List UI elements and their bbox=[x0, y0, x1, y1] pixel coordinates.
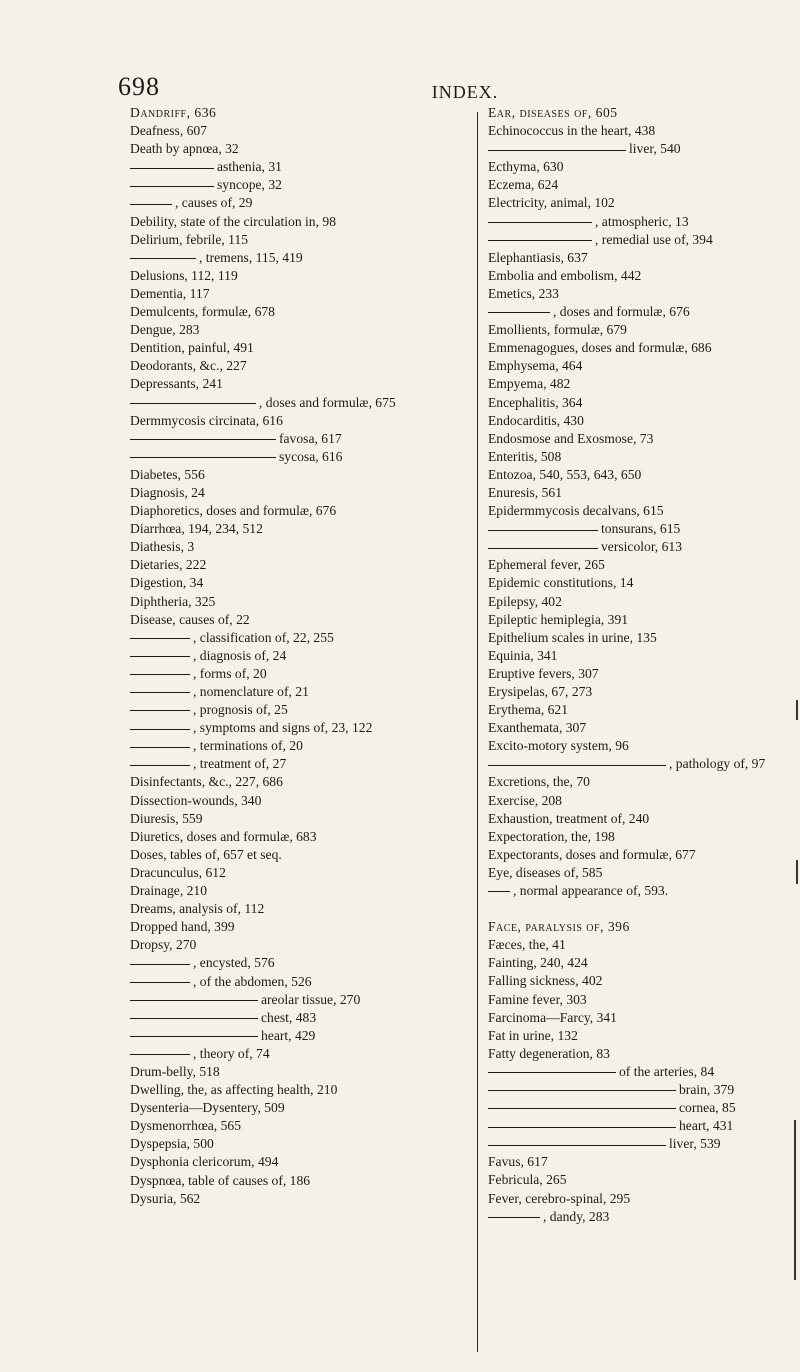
index-entry bbox=[488, 882, 800, 900]
index-entry-text: , tremens, 115, 419 bbox=[199, 249, 303, 265]
index-entry bbox=[488, 249, 800, 267]
index-entry bbox=[130, 611, 470, 629]
index-entry-text: Diarrhœa, 194, 234, 512 bbox=[130, 521, 263, 537]
index-entry bbox=[488, 810, 800, 828]
index-entry-text: Dropped hand, 399 bbox=[130, 919, 235, 935]
index-entry bbox=[130, 719, 470, 737]
index-entry bbox=[488, 665, 800, 683]
index-entry bbox=[130, 484, 470, 502]
ditto-rule bbox=[130, 765, 190, 766]
index-entry bbox=[488, 213, 800, 231]
index-entry-text: Diagnosis, 24 bbox=[130, 484, 205, 500]
index-entry bbox=[130, 339, 470, 357]
index-entry bbox=[130, 665, 470, 683]
index-entry-text: , doses and formulæ, 675 bbox=[259, 394, 396, 410]
index-entry bbox=[488, 339, 800, 357]
index-entry bbox=[488, 303, 800, 321]
index-entry-text: of the arteries, 84 bbox=[619, 1063, 715, 1079]
index-entry bbox=[130, 846, 470, 864]
index-entry bbox=[488, 466, 800, 484]
index-entry bbox=[130, 1153, 470, 1171]
index-entry bbox=[488, 357, 800, 375]
index-entry-text: Electricity, animal, 102 bbox=[488, 195, 615, 211]
index-entry-text: Dietaries, 222 bbox=[130, 557, 207, 573]
ditto-rule bbox=[488, 240, 592, 241]
index-entry bbox=[488, 1027, 800, 1045]
ditto-rule bbox=[488, 222, 592, 223]
index-entry bbox=[488, 176, 800, 194]
index-entry-text: cornea, 85 bbox=[679, 1100, 736, 1116]
index-entry-text: Dysphonia clericorum, 494 bbox=[130, 1154, 279, 1170]
index-entry-text: brain, 379 bbox=[679, 1081, 735, 1097]
index-entry-text: Debility, state of the circulation in, 98 bbox=[130, 213, 336, 229]
index-entry bbox=[130, 357, 470, 375]
index-entry bbox=[130, 593, 470, 611]
index-entry bbox=[130, 1027, 470, 1045]
ditto-rule bbox=[488, 891, 510, 892]
index-entry-text: Dropsy, 270 bbox=[130, 937, 197, 953]
index-entry-text: Demulcents, formulæ, 678 bbox=[130, 304, 275, 320]
index-entry bbox=[488, 194, 800, 212]
index-entry-text: Epilepsy, 402 bbox=[488, 593, 562, 609]
index-entry bbox=[488, 755, 800, 773]
index-entry-text: Echinococcus in the heart, 438 bbox=[488, 123, 656, 139]
index-entry bbox=[130, 792, 470, 810]
index-entry-text: Entozoa, 540, 553, 643, 650 bbox=[488, 466, 642, 482]
ditto-rule bbox=[130, 1054, 190, 1055]
index-entry bbox=[130, 991, 470, 1009]
index-entry bbox=[488, 538, 800, 556]
index-entry-text: Endosmose and Exosmose, 73 bbox=[488, 430, 654, 446]
index-entry-text: Ear, diseases of, 605 bbox=[488, 105, 618, 120]
index-entry bbox=[488, 285, 800, 303]
index-entry bbox=[488, 1045, 800, 1063]
index-entry-text: Fainting, 240, 424 bbox=[488, 955, 588, 971]
index-entry bbox=[130, 1117, 470, 1135]
index-entry bbox=[130, 267, 470, 285]
ditto-rule bbox=[130, 258, 196, 259]
index-entry-text: Epileptic hemiplegia, 391 bbox=[488, 611, 629, 627]
index-entry bbox=[130, 647, 470, 665]
index-entry bbox=[130, 375, 470, 393]
index-entry-text: Disease, causes of, 22 bbox=[130, 611, 250, 627]
index-entry-text: Favus, 617 bbox=[488, 1154, 548, 1170]
index-entry-text: , causes of, 29 bbox=[175, 195, 253, 211]
index-entry-text: Dysenteria—Dysentery, 509 bbox=[130, 1100, 285, 1116]
index-entry-text: Encephalitis, 364 bbox=[488, 394, 583, 410]
index-entry bbox=[488, 140, 800, 158]
index-entry-text: Deodorants, &c., 227 bbox=[130, 358, 247, 374]
index-entry bbox=[488, 1171, 800, 1189]
index-entry bbox=[488, 1081, 800, 1099]
index-entry bbox=[130, 810, 470, 828]
index-entry-text: Dysmenorrhœa, 565 bbox=[130, 1118, 241, 1134]
index-entry-text: Famine fever, 303 bbox=[488, 991, 587, 1007]
index-entry-text: Diabetes, 556 bbox=[130, 466, 205, 482]
index-entry-text: Eruptive fevers, 307 bbox=[488, 665, 599, 681]
index-entry bbox=[130, 213, 470, 231]
index-entry-text: Emmenagogues, doses and formulæ, 686 bbox=[488, 340, 712, 356]
index-entry-text: , treatment of, 27 bbox=[193, 756, 287, 772]
ditto-rule bbox=[488, 150, 626, 151]
index-entry-text: Expectoration, the, 198 bbox=[488, 828, 615, 844]
ditto-rule bbox=[130, 204, 172, 205]
index-entry bbox=[488, 954, 800, 972]
index-entry-text: Enuresis, 561 bbox=[488, 484, 563, 500]
index-entry-text: Ephemeral fever, 265 bbox=[488, 557, 605, 573]
index-entry bbox=[488, 1153, 800, 1171]
ditto-rule bbox=[488, 312, 550, 313]
ditto-rule bbox=[488, 765, 666, 766]
index-entry-text: Emollients, formulæ, 679 bbox=[488, 322, 627, 338]
index-entry bbox=[130, 1172, 470, 1190]
index-entry-text: Exhaustion, treatment of, 240 bbox=[488, 810, 650, 826]
index-entry-text: sycosa, 616 bbox=[279, 448, 343, 464]
index-entry bbox=[488, 122, 800, 140]
index-entry bbox=[488, 828, 800, 846]
page-edge-mark bbox=[794, 1120, 796, 1280]
index-entry-text: favosa, 617 bbox=[279, 430, 342, 446]
index-entry-text: , nomenclature of, 21 bbox=[193, 684, 309, 699]
index-entry bbox=[130, 882, 470, 900]
ditto-rule bbox=[130, 439, 276, 440]
index-entry bbox=[130, 520, 470, 538]
section-gap bbox=[488, 900, 800, 918]
index-entry bbox=[130, 1081, 470, 1099]
index-entry bbox=[130, 773, 470, 791]
index-entry bbox=[488, 574, 800, 592]
index-entry bbox=[130, 285, 470, 303]
index-entry bbox=[130, 864, 470, 882]
index-column-right bbox=[488, 104, 800, 1226]
running-head: INDEX. bbox=[431, 82, 499, 102]
index-entry-text: , doses and formulæ, 676 bbox=[553, 304, 690, 320]
ditto-rule bbox=[130, 1000, 258, 1001]
index-entry bbox=[488, 864, 800, 882]
index-entry bbox=[130, 1190, 470, 1208]
index-entry-text: Eye, diseases of, 585 bbox=[488, 864, 603, 880]
index-entry-text: Digestion, 34 bbox=[130, 575, 204, 591]
index-entry bbox=[130, 176, 470, 194]
index-entry bbox=[488, 158, 800, 176]
index-entry-text: , remedial use of, 394 bbox=[595, 231, 713, 247]
index-entry bbox=[488, 104, 800, 122]
index-entry bbox=[488, 629, 800, 647]
index-entry-text: Exanthemata, 307 bbox=[488, 720, 587, 736]
column-divider bbox=[477, 112, 478, 1352]
index-entry bbox=[488, 412, 800, 430]
index-entry-text: Diaphoretics, doses and formulæ, 676 bbox=[130, 503, 337, 519]
index-entry-text: Epidemic constitutions, 14 bbox=[488, 575, 634, 591]
index-entry-text: Dyspnœa, table of causes of, 186 bbox=[130, 1172, 311, 1188]
index-entry bbox=[130, 194, 470, 212]
ditto-rule bbox=[130, 638, 190, 639]
index-entry-text: Disinfectants, &c., 227, 686 bbox=[130, 774, 283, 790]
index-entry-text: Ecthyma, 630 bbox=[488, 159, 564, 175]
index-entry-text: versicolor, 613 bbox=[601, 539, 682, 555]
index-entry bbox=[130, 122, 470, 140]
index-entry-text: , diagnosis of, 24 bbox=[193, 647, 287, 663]
index-entry-text: Emetics, 233 bbox=[488, 285, 559, 301]
page-number: 698 bbox=[118, 72, 160, 101]
index-entry-text: , symptoms and signs of, 23, 122 bbox=[193, 720, 373, 736]
index-entry-text: Epithelium scales in urine, 135 bbox=[488, 629, 657, 645]
index-entry-text: heart, 429 bbox=[261, 1027, 316, 1043]
index-entry bbox=[130, 448, 470, 466]
index-entry-text: Exercise, 208 bbox=[488, 792, 562, 808]
index-entry-text: Dementia, 117 bbox=[130, 285, 210, 301]
index-entry-text: Enteritis, 508 bbox=[488, 448, 562, 464]
index-entry bbox=[130, 502, 470, 520]
index-entry bbox=[488, 647, 800, 665]
index-entry bbox=[488, 394, 800, 412]
index-entry bbox=[488, 593, 800, 611]
index-entry-text: heart, 431 bbox=[679, 1118, 734, 1134]
index-entry bbox=[130, 1009, 470, 1027]
index-entry-text: Dysuria, 562 bbox=[130, 1190, 201, 1206]
index-entry bbox=[130, 231, 470, 249]
index-entry-text: , atmospheric, 13 bbox=[595, 213, 689, 229]
index-entry bbox=[488, 611, 800, 629]
index-entry-text: Excito-motory system, 96 bbox=[488, 738, 629, 754]
ditto-rule bbox=[488, 1090, 676, 1091]
ditto-rule bbox=[488, 1217, 540, 1218]
index-entry bbox=[488, 936, 800, 954]
index-entry-text: syncope, 32 bbox=[217, 177, 282, 193]
index-entry-text: Drum-belly, 518 bbox=[130, 1063, 220, 1079]
index-entry bbox=[130, 249, 470, 267]
index-entry bbox=[488, 556, 800, 574]
index-entry bbox=[130, 629, 470, 647]
index-entry-text: Dengue, 283 bbox=[130, 322, 200, 338]
index-entry-text: , theory of, 74 bbox=[193, 1045, 270, 1061]
index-entry bbox=[130, 1063, 470, 1081]
index-entry-text: Deafness, 607 bbox=[130, 123, 208, 139]
index-entry-text: Epidermmycosis decalvans, 615 bbox=[488, 503, 664, 519]
index-entry-text: Dandriff, 636 bbox=[130, 105, 217, 120]
index-entry bbox=[130, 574, 470, 592]
index-entry bbox=[488, 719, 800, 737]
index-entry bbox=[130, 683, 470, 701]
ditto-rule bbox=[130, 729, 190, 730]
index-entry-text: Equinia, 341 bbox=[488, 647, 558, 663]
index-entry bbox=[488, 683, 800, 701]
index-entry bbox=[488, 737, 800, 755]
ditto-rule bbox=[130, 656, 190, 657]
index-entry-text: Erythema, 621 bbox=[488, 702, 569, 718]
index-entry bbox=[130, 556, 470, 574]
index-entry-text: chest, 483 bbox=[261, 1009, 317, 1025]
index-entry bbox=[488, 1135, 800, 1153]
index-entry-text: tonsurans, 615 bbox=[601, 521, 681, 537]
index-entry-text: Depressants, 241 bbox=[130, 376, 223, 392]
index-entry-text: Dracunculus, 612 bbox=[130, 864, 226, 880]
index-entry-text: , pathology of, 97 bbox=[669, 756, 766, 772]
index-entry bbox=[130, 1099, 470, 1117]
index-entry bbox=[488, 972, 800, 990]
index-entry-text: , normal appearance of, 593. bbox=[513, 883, 669, 899]
ditto-rule bbox=[130, 186, 214, 187]
ditto-rule bbox=[130, 168, 214, 169]
index-entry bbox=[130, 104, 470, 122]
index-entry-text: Fatty degeneration, 83 bbox=[488, 1045, 610, 1061]
index-entry-text: Diuresis, 559 bbox=[130, 810, 203, 826]
index-entry-text: Eczema, 624 bbox=[488, 177, 559, 193]
ditto-rule bbox=[130, 982, 190, 983]
index-entry-text: , dandy, 283 bbox=[543, 1208, 610, 1224]
index-entry-text: Face, paralysis of, 396 bbox=[488, 919, 630, 935]
page-edge-mark bbox=[796, 700, 798, 720]
index-entry-text: liver, 539 bbox=[669, 1136, 721, 1152]
index-entry-text: Expectorants, doses and formulæ, 677 bbox=[488, 846, 696, 862]
ditto-rule bbox=[488, 1108, 676, 1109]
index-entry-text: Doses, tables of, 657 et seq. bbox=[130, 846, 282, 862]
index-entry bbox=[130, 466, 470, 484]
ditto-rule bbox=[130, 964, 190, 965]
index-entry-text: Delirium, febrile, 115 bbox=[130, 231, 249, 247]
index-entry bbox=[488, 1190, 800, 1208]
index-entry-text: Dreams, analysis of, 112 bbox=[130, 901, 265, 917]
index-column-left bbox=[130, 104, 470, 1208]
index-entry bbox=[488, 430, 800, 448]
index-entry-text: , prognosis of, 25 bbox=[193, 702, 288, 718]
index-entry-text: , encysted, 576 bbox=[193, 955, 275, 971]
index-entry bbox=[488, 991, 800, 1009]
index-entry-text: Dissection-wounds, 340 bbox=[130, 792, 262, 808]
index-entry-text: Empyema, 482 bbox=[488, 376, 571, 392]
index-entry bbox=[488, 267, 800, 285]
ditto-rule bbox=[130, 1018, 258, 1019]
index-entry-text: Diphtheria, 325 bbox=[130, 593, 216, 609]
index-entry-text: Dermmycosis circinata, 616 bbox=[130, 412, 283, 428]
index-entry bbox=[130, 973, 470, 991]
ditto-rule bbox=[130, 1036, 258, 1037]
index-entry bbox=[130, 321, 470, 339]
ditto-rule bbox=[488, 1072, 616, 1073]
index-entry bbox=[488, 773, 800, 791]
ditto-rule bbox=[130, 710, 190, 711]
index-entry bbox=[488, 792, 800, 810]
index-entry bbox=[488, 846, 800, 864]
index-entry bbox=[488, 1099, 800, 1117]
index-entry-text: Elephantiasis, 637 bbox=[488, 249, 588, 265]
ditto-rule bbox=[488, 1127, 676, 1128]
index-entry bbox=[488, 1208, 800, 1226]
index-entry bbox=[130, 755, 470, 773]
index-entry-text: Embolia and embolism, 442 bbox=[488, 267, 642, 283]
ditto-rule bbox=[488, 1145, 666, 1146]
ditto-rule bbox=[130, 747, 190, 748]
index-entry bbox=[488, 448, 800, 466]
index-entry bbox=[130, 701, 470, 719]
index-entry-text: asthenia, 31 bbox=[217, 159, 282, 175]
index-entry-text: Febricula, 265 bbox=[488, 1172, 567, 1188]
index-entry bbox=[488, 1063, 800, 1081]
index-entry-text: Falling sickness, 402 bbox=[488, 973, 603, 989]
index-entry-text: Drainage, 210 bbox=[130, 883, 208, 899]
index-entry-text: Delusions, 112, 119 bbox=[130, 267, 238, 283]
index-entry bbox=[130, 140, 470, 158]
index-entry-text: Dentition, painful, 491 bbox=[130, 340, 254, 356]
index-entry bbox=[488, 520, 800, 538]
index-entry-text: Fæces, the, 41 bbox=[488, 937, 566, 953]
index-entry-text: Death by apnœa, 32 bbox=[130, 141, 239, 157]
ditto-rule bbox=[488, 530, 598, 531]
index-entry-text: Diuretics, doses and formulæ, 683 bbox=[130, 828, 317, 844]
index-entry-text: Dyspepsia, 500 bbox=[130, 1136, 214, 1152]
index-entry bbox=[130, 1135, 470, 1153]
ditto-rule bbox=[488, 548, 598, 549]
index-entry bbox=[488, 1117, 800, 1135]
ditto-rule bbox=[130, 403, 256, 404]
index-entry bbox=[130, 1045, 470, 1063]
index-entry-text: areolar tissue, 270 bbox=[261, 991, 361, 1007]
index-entry-text: Dwelling, the, as affecting health, 210 bbox=[130, 1082, 338, 1098]
index-entry bbox=[130, 936, 470, 954]
index-entry-text: Fever, cerebro-spinal, 295 bbox=[488, 1190, 631, 1206]
index-entry-text: , of the abdomen, 526 bbox=[193, 973, 312, 989]
index-entry bbox=[130, 158, 470, 176]
index-entry-text: Erysipelas, 67, 273 bbox=[488, 684, 593, 699]
index-entry bbox=[130, 303, 470, 321]
index-entry bbox=[130, 430, 470, 448]
ditto-rule bbox=[130, 692, 190, 693]
index-entry-text: Farcinoma—Farcy, 341 bbox=[488, 1009, 617, 1025]
index-entry bbox=[130, 828, 470, 846]
index-entry-text: Fat in urine, 132 bbox=[488, 1027, 578, 1043]
index-entry bbox=[488, 321, 800, 339]
index-entry bbox=[488, 918, 800, 936]
ditto-rule bbox=[130, 457, 276, 458]
index-entry-text: liver, 540 bbox=[629, 141, 681, 157]
index-entry bbox=[488, 484, 800, 502]
index-entry bbox=[130, 918, 470, 936]
index-entry-text: Excretions, the, 70 bbox=[488, 774, 590, 790]
index-entry bbox=[488, 375, 800, 393]
index-entry-text: Diathesis, 3 bbox=[130, 539, 195, 555]
ditto-rule bbox=[130, 674, 190, 675]
index-entry bbox=[488, 502, 800, 520]
index-entry bbox=[488, 1009, 800, 1027]
index-entry-text: Endocarditis, 430 bbox=[488, 412, 584, 428]
index-entry bbox=[488, 231, 800, 249]
index-entry-text: , classification of, 22, 255 bbox=[193, 629, 334, 645]
index-entry bbox=[130, 954, 470, 972]
index-entry bbox=[130, 737, 470, 755]
index-entry-text: , forms of, 20 bbox=[193, 665, 267, 681]
index-entry bbox=[130, 412, 470, 430]
index-entry-text: Emphysema, 464 bbox=[488, 358, 583, 374]
index-entry bbox=[130, 538, 470, 556]
index-entry-text: , terminations of, 20 bbox=[193, 738, 303, 754]
page-edge-mark bbox=[796, 860, 798, 884]
index-entry bbox=[130, 394, 470, 412]
index-entry bbox=[130, 900, 470, 918]
index-entry bbox=[488, 701, 800, 719]
